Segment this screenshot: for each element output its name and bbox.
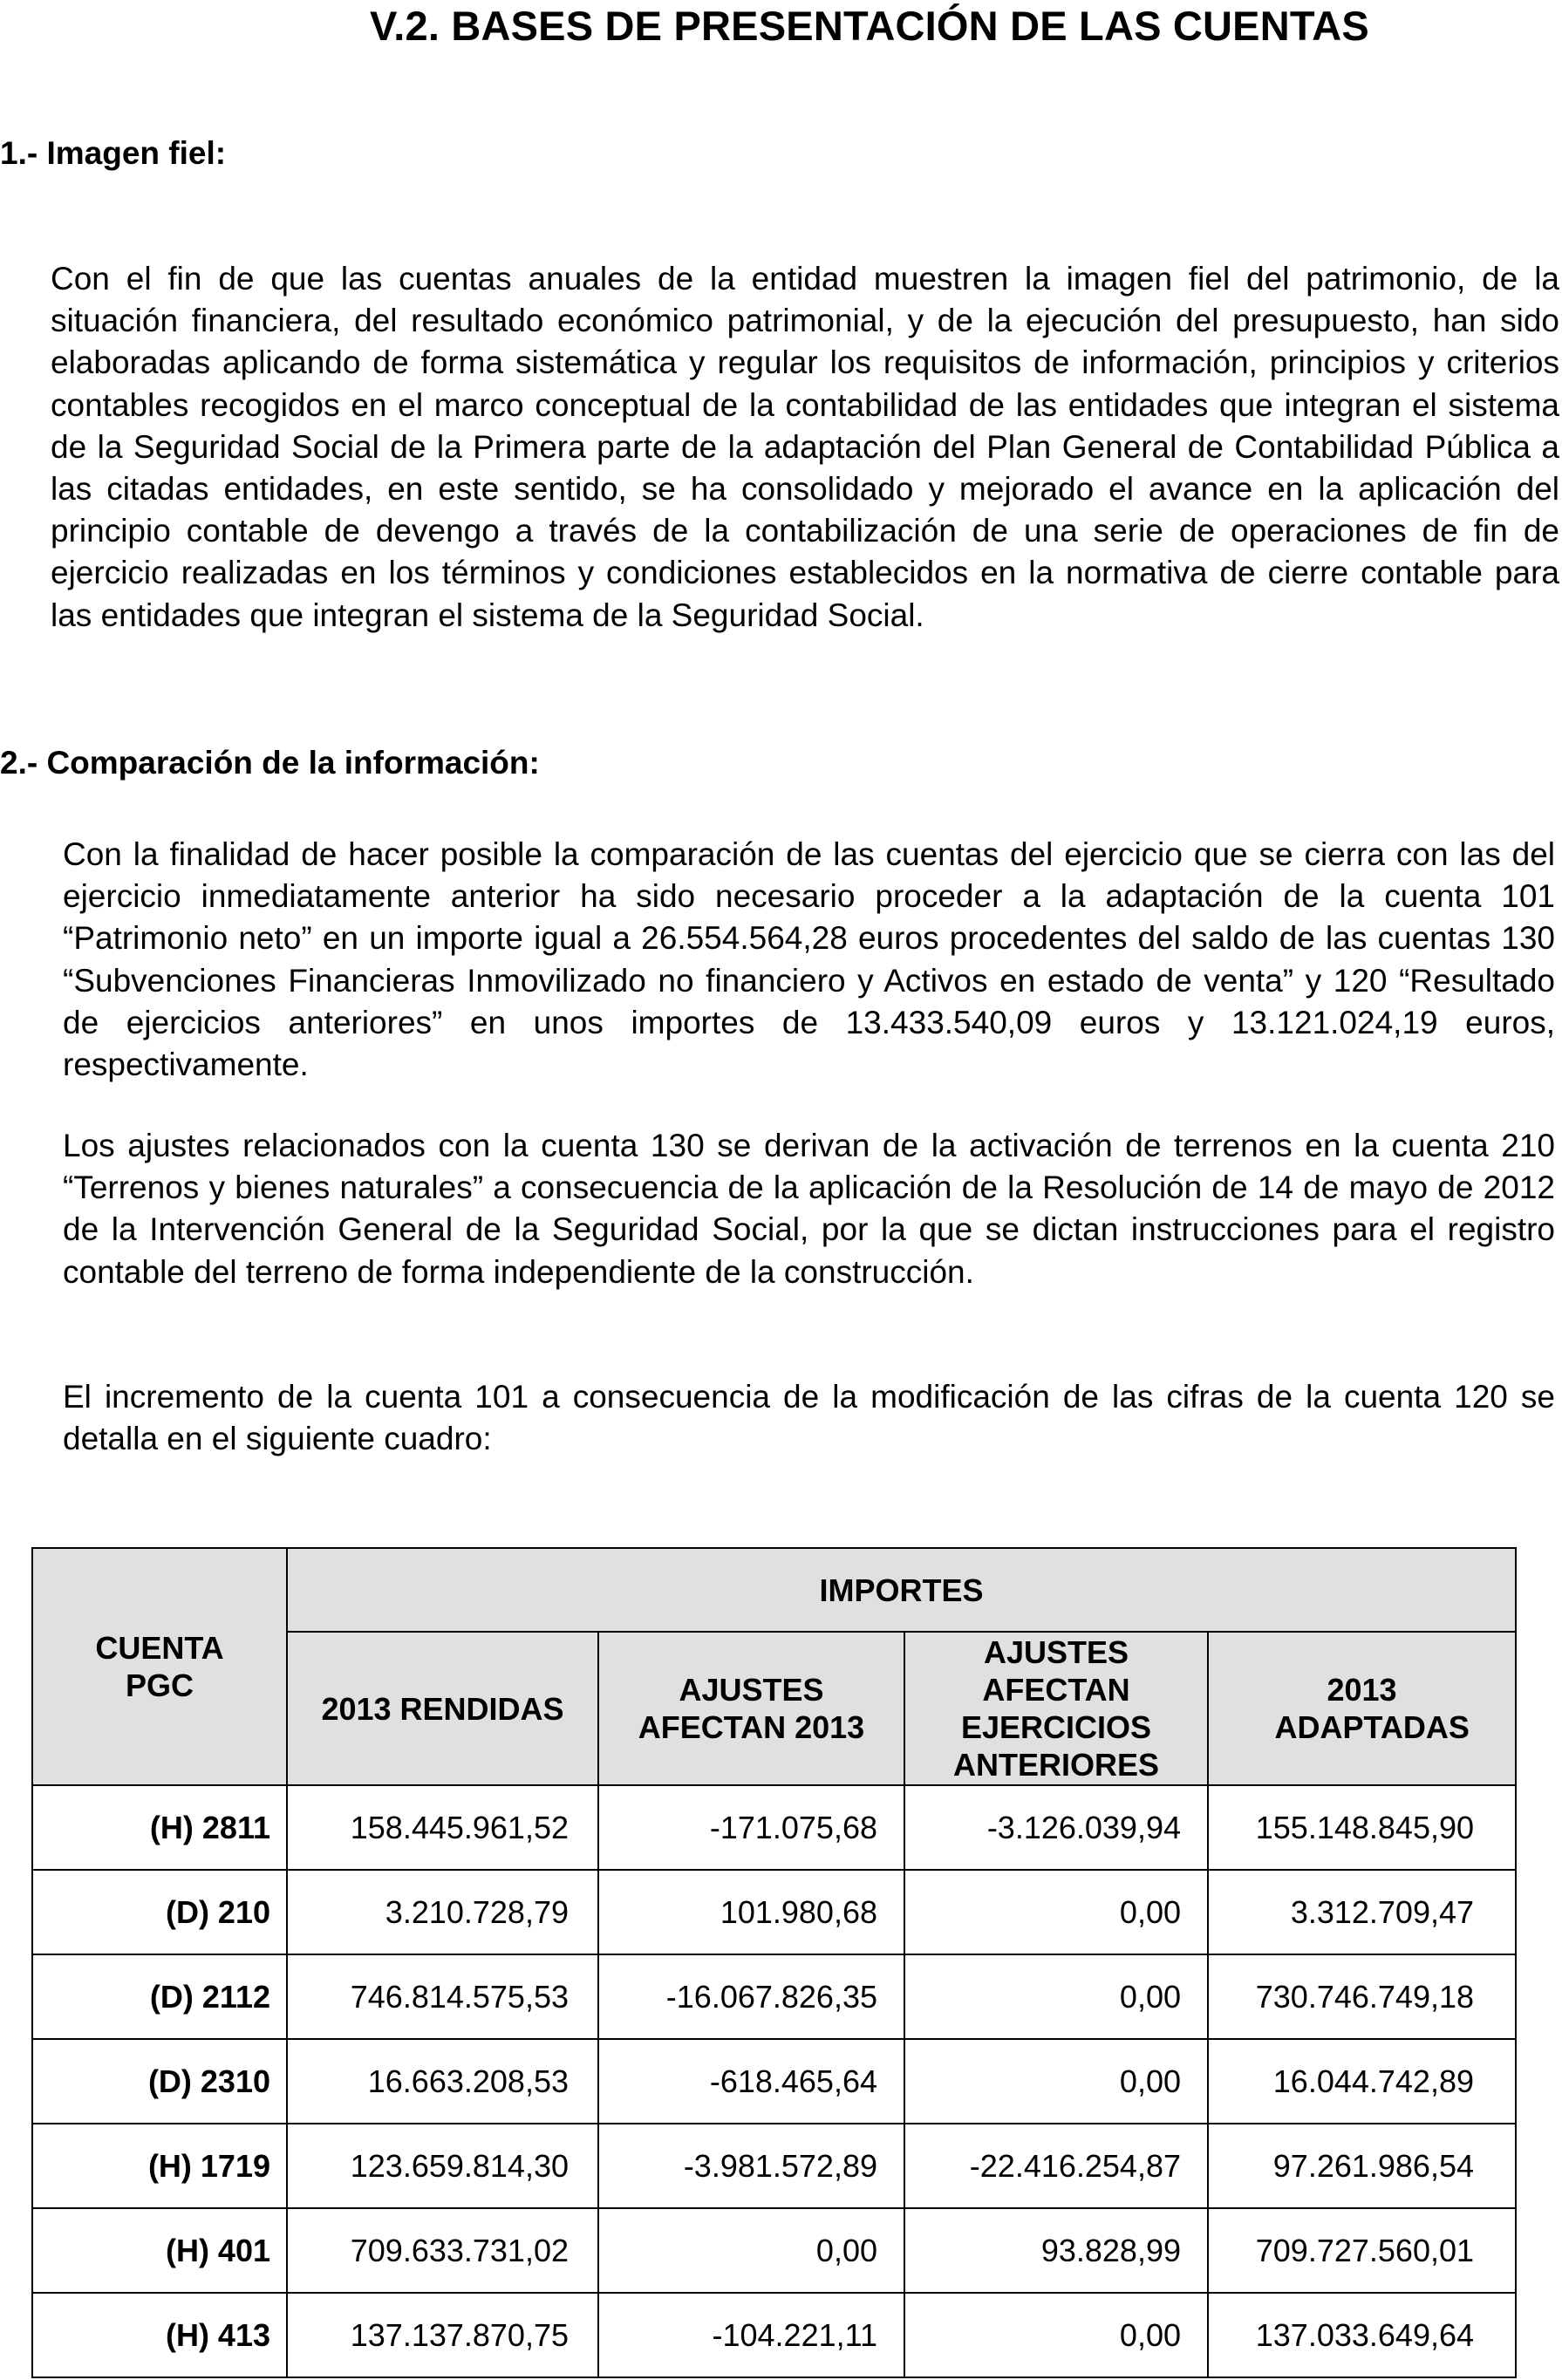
paragraph-imagen-fiel: Con el fin de que las cuentas anuales de la entidad muestren la imagen fiel del patrimonio, de la situación financiera, del resultado económico patrimonial, y de la ejecución del presupuesto, han sido elaboradas aplicando de forma sistemática y regular los requisitos de información, principios y criterios contables recogidos en el marco conceptual de la contabilidad de las entidades que integran el sistema de la Seguridad Social de la Primera parte de la adaptación del Plan General de Contabilidad Pública a las citadas entidades, en este sentido, se ha consolidado y mejorado el avance en la aplicación del principio contable de devengo a través de la contabilización de una serie de operaciones de fin de ejercicio realizadas en los términos y condiciones establecidos en la normativa de cierre contable para las entidades que integran el sistema de la Seguridad Social. (51, 261, 1559, 633)
account-cell: (H) 413 (32, 2293, 287, 2377)
value-ajustes-anteriores: -3.126.039,94 (904, 1785, 1208, 1870)
table-row (32, 1870, 1516, 1954)
value-2013-adaptadas: 730.746.749,18 (1208, 1954, 1516, 2039)
value-2013-adaptadas: 137.033.649,64 (1208, 2293, 1516, 2377)
value-2013-rendidas: 746.814.575,53 (287, 1954, 598, 2039)
value-ajustes-2013: -3.981.572,89 (598, 2124, 904, 2208)
table-row (32, 2124, 1516, 2208)
value-ajustes-2013: -16.067.826,35 (598, 1954, 904, 2039)
value-ajustes-2013: 0,00 (598, 2208, 904, 2293)
header-2013-adaptadas-label: 2013 ADAPTADAS (1274, 1672, 1470, 1745)
header-ajustes-anteriores (904, 1632, 1208, 1785)
paragraph-comparacion-3: El incremento de la cuenta 101 a consecuencia de la modificación de las cifras de la cuenta 120 se detalla en el siguiente cuadro: (63, 1379, 1555, 1457)
table-row (32, 1785, 1516, 1870)
value-ajustes-2013: -104.221,11 (598, 2293, 904, 2377)
table-header-row (32, 1548, 1516, 1632)
account-cell: (H) 401 (32, 2208, 287, 2293)
value-ajustes-2013: 101.980,68 (598, 1870, 904, 1954)
value-2013-rendidas: 16.663.208,53 (287, 2039, 598, 2124)
value-2013-rendidas: 158.445.961,52 (287, 1785, 598, 1870)
value-2013-rendidas: 123.659.814,30 (287, 2124, 598, 2208)
header-ajustes-anteriores-label: AJUSTES AFECTAN EJERCICIOS ANTERIORES (952, 1634, 1160, 1783)
value-2013-adaptadas: 155.148.845,90 (1208, 1785, 1516, 1870)
account-cell: (H) 2811 (32, 1785, 287, 1870)
table-row (32, 2208, 1516, 2293)
header-cuenta-pgc (32, 1548, 287, 1785)
value-2013-rendidas: 709.633.731,02 (287, 2208, 598, 2293)
header-cuenta-pgc-label: CUENTA PGC (95, 1630, 224, 1703)
value-2013-adaptadas: 709.727.560,01 (1208, 2208, 1516, 2293)
value-2013-adaptadas: 16.044.742,89 (1208, 2039, 1516, 2124)
value-ajustes-2013: -618.465,64 (598, 2039, 904, 2124)
header-2013-rendidas: 2013 RENDIDAS (287, 1632, 598, 1785)
table-row (32, 2293, 1516, 2377)
value-ajustes-2013: -171.075,68 (598, 1785, 904, 1870)
header-importes: IMPORTES (287, 1548, 1516, 1632)
header-ajustes-2013-label: AJUSTES AFECTAN 2013 (638, 1672, 865, 1745)
value-ajustes-anteriores: -22.416.254,87 (904, 2124, 1208, 2208)
account-cell: (D) 2112 (32, 1954, 287, 2039)
header-ajustes-2013 (598, 1632, 904, 1785)
section-heading-imagen-fiel: 1.- Imagen fiel: (0, 135, 227, 171)
value-ajustes-anteriores: 93.828,99 (904, 2208, 1208, 2293)
value-2013-rendidas: 137.137.870,75 (287, 2293, 598, 2377)
paragraph-comparacion-1: Con la finalidad de hacer posible la comparación de las cuentas del ejercicio que se cierra con las del ejercicio inmediatamente anterior ha sido necesario proceder a la adaptación de la cuenta 101 “Patrimonio neto” en un importe igual a 26.554.564,28 euros procedentes del saldo de las cuentas 130 “Subvenciones Financieras Inmovilizado no financiero y Activos en estado de venta” y 120 “Resultado de ejercicios anteriores” en unos importes de 13.433.540,09 euros y 13.121.024,19 euros, respectivamente. (63, 836, 1555, 1083)
value-2013-rendidas: 3.210.728,79 (287, 1870, 598, 1954)
value-ajustes-anteriores: 0,00 (904, 1954, 1208, 2039)
account-cell: (H) 1719 (32, 2124, 287, 2208)
table-row (32, 2039, 1516, 2124)
adjustments-table (31, 1547, 1517, 2378)
table-row (32, 1954, 1516, 2039)
value-ajustes-anteriores: 0,00 (904, 2293, 1208, 2377)
header-2013-adaptadas (1208, 1632, 1516, 1785)
value-ajustes-anteriores: 0,00 (904, 2039, 1208, 2124)
paragraph-comparacion-2: Los ajustes relacionados con la cuenta 130 se derivan de la activación de terrenos en la cuenta 210 “Terrenos y bienes naturales” a consecuencia de la aplicación de la Resolución de 14 de mayo de 2012 de la Intervención General de la Seguridad Social, por la que se dictan instrucciones para el registro contable del terreno de forma independiente de la construcción. (63, 1128, 1555, 1290)
account-cell: (D) 2310 (32, 2039, 287, 2124)
value-2013-adaptadas: 3.312.709,47 (1208, 1870, 1516, 1954)
section-heading-comparacion: 2.- Comparación de la información: (0, 745, 540, 781)
value-2013-adaptadas: 97.261.986,54 (1208, 2124, 1516, 2208)
document-title: V.2. BASES DE PRESENTACIÓN DE LAS CUENTAS (370, 3, 1369, 49)
account-cell: (D) 210 (32, 1870, 287, 1954)
value-ajustes-anteriores: 0,00 (904, 1870, 1208, 1954)
